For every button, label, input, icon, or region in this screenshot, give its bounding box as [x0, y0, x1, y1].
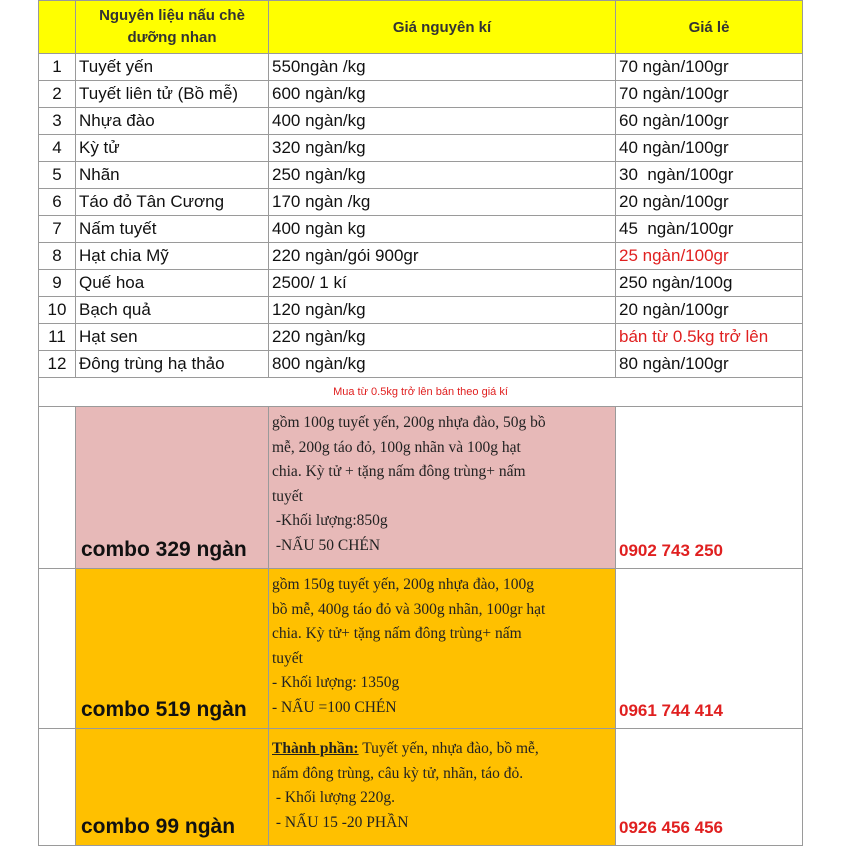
row-number: 4 — [39, 135, 76, 162]
table-row — [39, 162, 803, 189]
combo-weight: - Khối lượng 220g. — [272, 789, 395, 806]
header-row — [39, 1, 803, 54]
retail-price: bán từ 0.5kg trở lên — [616, 324, 803, 351]
row-number: 8 — [39, 243, 76, 270]
ingredients-label: Thành phần: — [272, 740, 359, 757]
table-row — [39, 297, 803, 324]
retail-price: 40 ngàn/100gr — [616, 135, 803, 162]
wholesale-price: 600 ngàn/kg — [269, 81, 616, 108]
combo-line: chia. Kỳ tử+ tặng nấm đông trùng+ nấm — [272, 625, 522, 642]
table-row — [39, 270, 803, 297]
wholesale-price: 250 ngàn/kg — [269, 162, 616, 189]
table-row — [39, 243, 803, 270]
combo-line: mễ, 200g táo đỏ, 100g nhãn và 100g hạt — [272, 438, 521, 456]
retail-price: 20 ngàn/100gr — [616, 297, 803, 324]
combo-line: chia. Kỳ tử + tặng nấm đông trùng+ nấm — [272, 463, 526, 480]
retail-price: 80 ngàn/100gr — [616, 351, 803, 378]
retail-price: 70 ngàn/100gr — [616, 54, 803, 81]
row-number: 5 — [39, 162, 76, 189]
combo-row — [39, 729, 803, 846]
combo-blank-cell — [39, 407, 76, 569]
table-row — [39, 216, 803, 243]
header-retail: Giá lẻ — [616, 1, 803, 54]
row-number: 10 — [39, 297, 76, 324]
combo-line: gồm 150g tuyết yến, 200g nhựa đào, 100g — [272, 576, 534, 593]
table-row — [39, 54, 803, 81]
combo-servings: - NẤU 15 -20 PHẦN — [272, 813, 409, 831]
row-number: 1 — [39, 54, 76, 81]
combo-name: combo 329 ngàn — [76, 407, 269, 569]
price-table — [38, 0, 803, 846]
ingredient-name: Đông trùng hạ thảo — [76, 351, 269, 378]
wholesale-price: 400 ngàn/kg — [269, 108, 616, 135]
row-number: 11 — [39, 324, 76, 351]
note-row — [39, 378, 803, 407]
phone-number: 0961 744 414 — [616, 569, 803, 729]
ingredient-name: Táo đỏ Tân Cương — [76, 189, 269, 216]
row-number: 2 — [39, 81, 76, 108]
combo-row — [39, 569, 803, 729]
combo-servings: -NẤU 50 CHÉN — [272, 536, 381, 554]
combo-description — [269, 729, 616, 846]
ingredient-name: Nhãn — [76, 162, 269, 189]
row-number: 6 — [39, 189, 76, 216]
row-number: 12 — [39, 351, 76, 378]
bulk-note: Mua từ 0.5kg trở lên bán theo giá kí — [39, 378, 803, 407]
header-name: Nguyên liệu nấu chè dưỡng nhan — [76, 1, 269, 54]
ingredient-name: Tuyết liên tử (Bồ mễ) — [76, 81, 269, 108]
retail-price: 250 ngàn/100g — [616, 270, 803, 297]
wholesale-price: 550ngàn /kg — [269, 54, 616, 81]
combo-description — [269, 569, 616, 729]
wholesale-price: 800 ngàn/kg — [269, 351, 616, 378]
combo-line: tuyết — [272, 649, 303, 667]
header-num-cell — [39, 1, 76, 54]
ingredient-name: Nấm tuyết — [76, 216, 269, 243]
row-number: 9 — [39, 270, 76, 297]
wholesale-price: 170 ngàn /kg — [269, 189, 616, 216]
combo-servings: - NẤU =100 CHÉN — [272, 698, 397, 716]
ingredient-name: Hạt chia Mỹ — [76, 243, 269, 270]
combo-blank-cell — [39, 569, 76, 729]
row-number: 7 — [39, 216, 76, 243]
retail-price: 70 ngàn/100gr — [616, 81, 803, 108]
wholesale-price: 2500/ 1 kí — [269, 270, 616, 297]
table-row — [39, 324, 803, 351]
header-wholesale: Giá nguyên kí — [269, 1, 616, 54]
table-row — [39, 108, 803, 135]
row-number: 3 — [39, 108, 76, 135]
retail-price: 30 ngàn/100gr — [616, 162, 803, 189]
ingredient-name: Tuyết yến — [76, 54, 269, 81]
combo-row — [39, 407, 803, 569]
ingredient-name: Hạt sen — [76, 324, 269, 351]
ingredient-name: Quế hoa — [76, 270, 269, 297]
retail-price: 60 ngàn/100gr — [616, 108, 803, 135]
ingredient-name: Nhựa đào — [76, 108, 269, 135]
combo-line: tuyết — [272, 487, 303, 505]
combo-line: gồm 100g tuyết yến, 200g nhựa đào, 50g bồ — [272, 414, 546, 431]
retail-price: 45 ngàn/100gr — [616, 216, 803, 243]
table-row — [39, 135, 803, 162]
table-row — [39, 189, 803, 216]
table-row — [39, 351, 803, 378]
combo-line: nấm đông trùng, câu kỳ tử, nhãn, táo đỏ. — [272, 764, 524, 782]
ingredient-name: Bạch quả — [76, 297, 269, 324]
combo-line: bồ mễ, 400g táo đỏ và 300g nhãn, 100gr hạt — [272, 600, 546, 618]
combo-name: combo 99 ngàn — [76, 729, 269, 846]
combo-ingredients: Tuyết yến, nhựa đào, bồ mễ, — [358, 740, 539, 757]
combo-name: combo 519 ngàn — [76, 569, 269, 729]
retail-price: 25 ngàn/100gr — [616, 243, 803, 270]
wholesale-price: 320 ngàn/kg — [269, 135, 616, 162]
wholesale-price: 220 ngàn/kg — [269, 324, 616, 351]
wholesale-price: 400 ngàn kg — [269, 216, 616, 243]
combo-weight: - Khối lượng: 1350g — [272, 674, 400, 691]
phone-number: 0902 743 250 — [616, 407, 803, 569]
phone-number: 0926 456 456 — [616, 729, 803, 846]
wholesale-price: 120 ngàn/kg — [269, 297, 616, 324]
ingredient-name: Kỳ tử — [76, 135, 269, 162]
retail-price: 20 ngàn/100gr — [616, 189, 803, 216]
wholesale-price: 220 ngàn/gói 900gr — [269, 243, 616, 270]
table-row — [39, 81, 803, 108]
combo-blank-cell — [39, 729, 76, 846]
combo-line — [272, 737, 611, 762]
combo-description — [269, 407, 616, 569]
combo-weight: -Khối lượng:850g — [272, 512, 388, 529]
